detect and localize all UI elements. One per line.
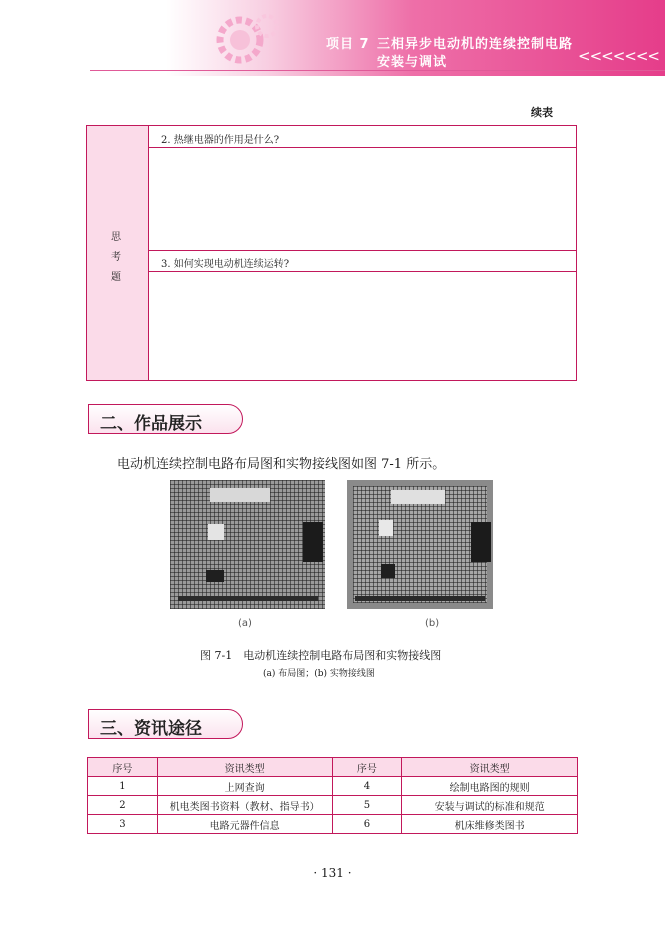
table-cell: 安装与调试的标准和规范 bbox=[402, 796, 578, 815]
header-rule bbox=[90, 70, 665, 71]
photo-wiring bbox=[347, 480, 493, 609]
contactor bbox=[379, 520, 393, 536]
side-label-1: 思 bbox=[111, 232, 121, 243]
gear-icon bbox=[195, 8, 285, 68]
table-cell: 6 bbox=[332, 815, 402, 834]
chevrons-decoration: <<<<<<< bbox=[578, 47, 659, 65]
table-cell: 机电类图书资料（教材、指导书） bbox=[157, 796, 332, 815]
figure-caption: 图 7-1 电动机连续控制电路布局图和实物接线图 bbox=[200, 649, 442, 662]
table-cell: 4 bbox=[332, 777, 402, 796]
fuse-block bbox=[210, 488, 270, 502]
table-cell: 机床维修类图书 bbox=[402, 815, 578, 834]
section-title: 三、资讯途径 bbox=[100, 719, 202, 739]
button-box bbox=[471, 522, 491, 562]
table-cell: 5 bbox=[332, 796, 402, 815]
section-header-3 bbox=[88, 709, 243, 739]
divider bbox=[148, 250, 576, 251]
think-side-cell bbox=[87, 126, 149, 380]
divider bbox=[148, 147, 576, 148]
figure-label-a: (a) bbox=[238, 618, 252, 629]
terminal-strip bbox=[355, 596, 485, 601]
header-cell: 序号 bbox=[88, 758, 158, 777]
info-table bbox=[87, 757, 578, 834]
figure-label-b: (b) bbox=[425, 618, 440, 629]
page-number: · 131 · bbox=[313, 866, 352, 880]
page-subtitle: 安装与调试 bbox=[377, 55, 448, 70]
think-table bbox=[86, 125, 577, 381]
figure-subcaption: (a) 布局图；(b) 实物接线图 bbox=[263, 669, 375, 679]
table-cell: 3 bbox=[88, 815, 158, 834]
contactor bbox=[208, 524, 224, 540]
table-cell: 绘制电路图的规则 bbox=[402, 777, 578, 796]
continued-label: 续表 bbox=[531, 106, 553, 119]
fuse-block bbox=[391, 490, 445, 504]
side-label-2: 考 bbox=[111, 252, 121, 263]
intro-paragraph: 电动机连续控制电路布局图和实物接线图如图 7-1 所示。 bbox=[117, 457, 446, 472]
relay bbox=[381, 564, 395, 578]
table-row bbox=[88, 777, 578, 796]
side-label-3: 题 bbox=[111, 272, 121, 283]
section-header-2 bbox=[88, 404, 243, 434]
page-title: 三相异步电动机的连续控制电路 bbox=[377, 37, 574, 52]
header-cell: 序号 bbox=[332, 758, 402, 777]
table-header-row bbox=[88, 758, 578, 777]
table-cell: 电路元器件信息 bbox=[157, 815, 332, 834]
terminal-strip bbox=[178, 596, 318, 601]
divider bbox=[148, 271, 576, 272]
button-box bbox=[303, 522, 323, 562]
table-row bbox=[88, 815, 578, 834]
section-title: 二、作品展示 bbox=[100, 414, 202, 434]
table-cell: 1 bbox=[88, 777, 158, 796]
table-cell: 上网查询 bbox=[157, 777, 332, 796]
table-cell: 2 bbox=[88, 796, 158, 815]
table-row bbox=[88, 796, 578, 815]
project-label: 项目 7 bbox=[326, 37, 370, 52]
header-cell: 资讯类型 bbox=[157, 758, 332, 777]
relay bbox=[206, 570, 224, 582]
photo-layout bbox=[170, 480, 325, 609]
question-3: 3. 如何实现电动机连续运转? bbox=[161, 259, 290, 270]
question-2: 2. 热继电器的作用是什么? bbox=[161, 135, 280, 146]
header-cell: 资讯类型 bbox=[402, 758, 578, 777]
